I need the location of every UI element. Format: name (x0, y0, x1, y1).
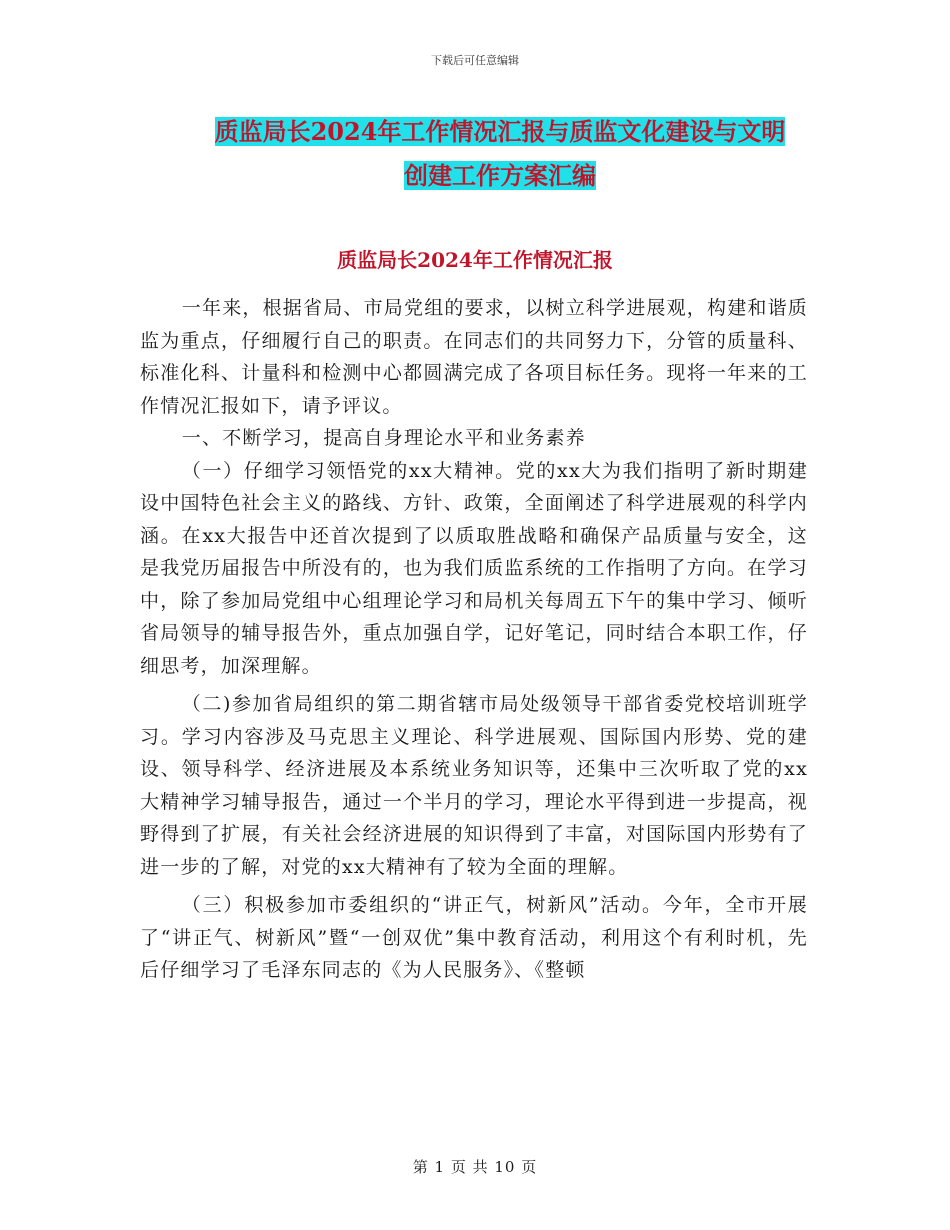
document-title-line1: 质监局长2024年工作情况汇报与质监文化建设与文明 (214, 117, 786, 146)
document-title (140, 110, 860, 198)
document-body (140, 292, 808, 987)
paragraph: （二)参加省局组织的第二期省辖市局处级领导干部省委党校培训班学习。学习内容涉及马克思主义理论、科学进展观、国际国内形势、党的建设、领导科学、经济进展及本系统业务知识等，还集中三次听取了党的xx大精神学习辅导报告，通过一个半月的学习，理论水平得到进一步提高，视野得到了扩展，有关社会经济进展的知识得到了丰富，对国际国内形势有了进一步的了解，对党的xx大精神有了较为全面的理解。 (140, 693, 808, 878)
section-title: 质监局长2024年工作情况汇报 (337, 248, 613, 272)
header-note: 下载后可任意编辑 (431, 54, 519, 67)
paragraph: 一年来，根据省局、市局党组的要求，以树立科学进展观，构建和谐质监为重点，仔细履行自己的职责。在同志们的共同努力下，分管的质量科、标准化科、计量科和检测中心都圆满完成了各项目标任务。现将一年来的工作情况汇报如下，请予评议。 (140, 297, 808, 417)
paragraph: （一）仔细学习领悟党的xx大精神。党的xx大为我们指明了新时期建设中国特色社会主义的路线、方针、政策，全面阐述了科学进展观的科学内涵。在xx大报告中还首次提到了以质取胜战略和确保产品质量与安全，这是我党历届报告中所没有的，也为我们质监系统的工作指明了方向。在学习中，除了参加局党组中心组理论学习和局机关每周五下午的集中学习、倾听省局领导的辅导报告外，重点加强自学，记好笔记，同时结合本职工作，仔细思考，加深理解。 (140, 459, 808, 677)
paragraph-heading: 一、不断学习，提高自身理论水平和业务素养 (181, 427, 586, 449)
document-title-line2: 创建工作方案汇编 (404, 161, 596, 190)
paragraph: （三）积极参加市委组织的“讲正气，树新风”活动。今年，全市开展了“讲正气、树新风”暨“一创双优”集中教育活动，利用这个有利时机，先后仔细学习了毛泽东同志的《为人民服务》、《整顿 (140, 894, 808, 981)
page-footer: 第 1 页 共 10 页 (412, 1158, 538, 1176)
